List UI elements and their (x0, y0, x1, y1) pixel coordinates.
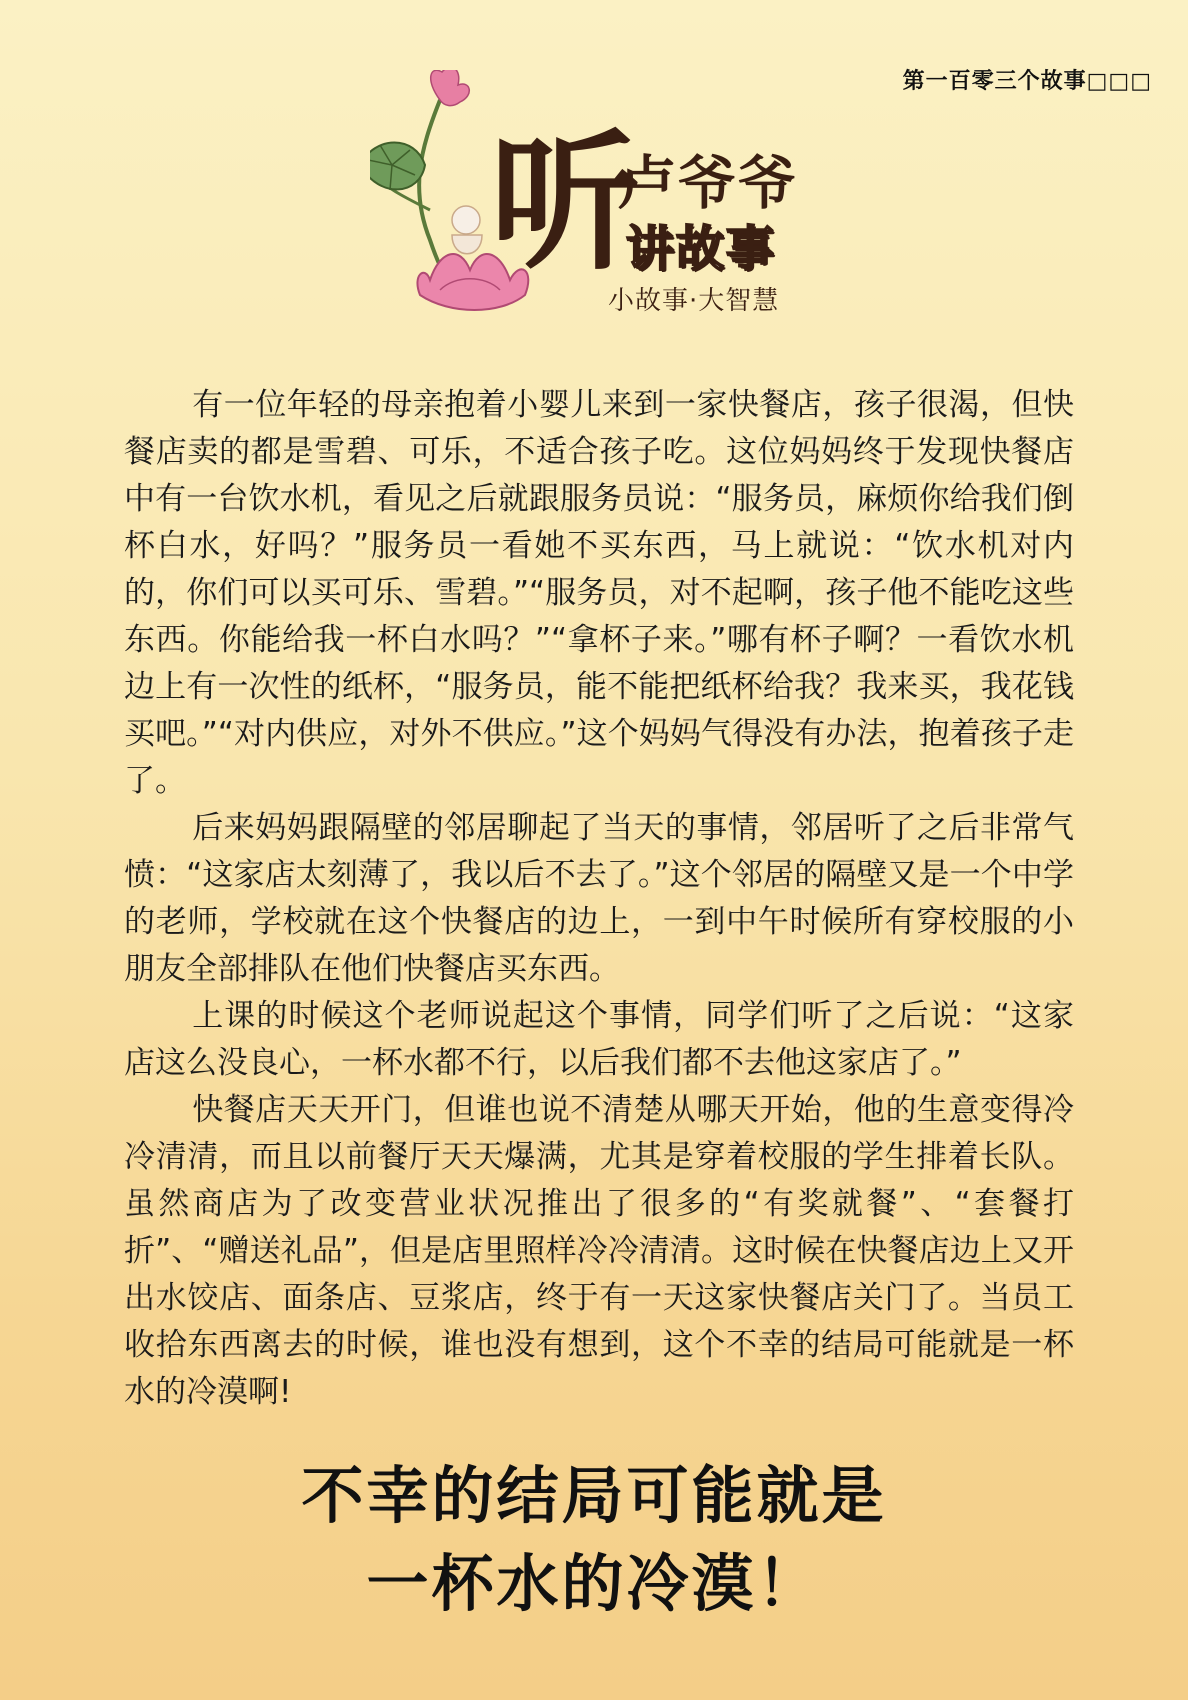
story-paragraph: 后来妈妈跟隔壁的邻居聊起了当天的事情，邻居听了之后非常气愤：“这家店太刻薄了，我以后不去了。”这个邻居的隔壁又是一个中学的老师，学校就在这个快餐店的边上，一到中午时候所有穿校服的小朋友全部排队在他们快餐店买东西。 (124, 810, 1074, 987)
brand-logo (370, 70, 830, 340)
series-label: 第一百零三个故事□□□ (902, 69, 1152, 94)
logo-subtitle: 讲故事 (626, 221, 777, 277)
calligraphy-char: 听 (490, 115, 641, 291)
conclusion-line-2: 一杯水的冷漠！ (366, 1547, 822, 1620)
story-paragraph: 有一位年轻的母亲抱着小婴儿来到一家快餐店，孩子很渴，但快餐店卖的都是雪碧、可乐，不适合孩子吃。这位妈妈终于发现快餐店中有一台饮水机，看见之后就跟服务员说：“服务员，麻烦你给我们倒杯白水，好吗？”服务员一看她不买东西，马上就说：“饮水机对内的，你们可以买可乐、雪碧。”“服务员，对不起啊，孩子他不能吃这些东西。你能给我一杯白水吗？”“拿杯子来。”哪有杯子啊？一看饮水机边上有一次性的纸杯，“服务员，能不能把纸杯给我？我来买，我花钱买吧。”“对内供应，对外不供应。”这个妈妈气得没有办法，抱着孩子走了。 (124, 387, 1074, 799)
story-body (124, 382, 1074, 1416)
logo-slogan: 小故事·大智慧 (608, 286, 780, 316)
story-paragraph: 快餐店天天开门，但谁也说不清楚从哪天开始，他的生意变得冷冷清清，而且以前餐厅天天爆满，尤其是穿着校服的学生排着长队。虽然商店为了改变营业状况推出了很多的“有奖就餐”、“套餐打折”、“赠送礼品”，但是店里照样冷冷清清。这时候在快餐店边上又开出水饺店、面条店、豆浆店，终于有一天这家快餐店关门了。当员工收拾东西离去的时候，谁也没有想到，这个不幸的结局可能就是一杯水的冷漠啊! (124, 1092, 1074, 1410)
conclusion-line-1: 不幸的结局可能就是 (301, 1459, 887, 1532)
logo-title: 卢爷爷 (618, 149, 799, 217)
conclusion-slogan (0, 1452, 1188, 1628)
story-paragraph: 上课的时候这个老师说起这个事情，同学们听了之后说：“这家店这么没良心，一杯水都不行，以后我们都不去他这家店了。” (124, 998, 1074, 1081)
